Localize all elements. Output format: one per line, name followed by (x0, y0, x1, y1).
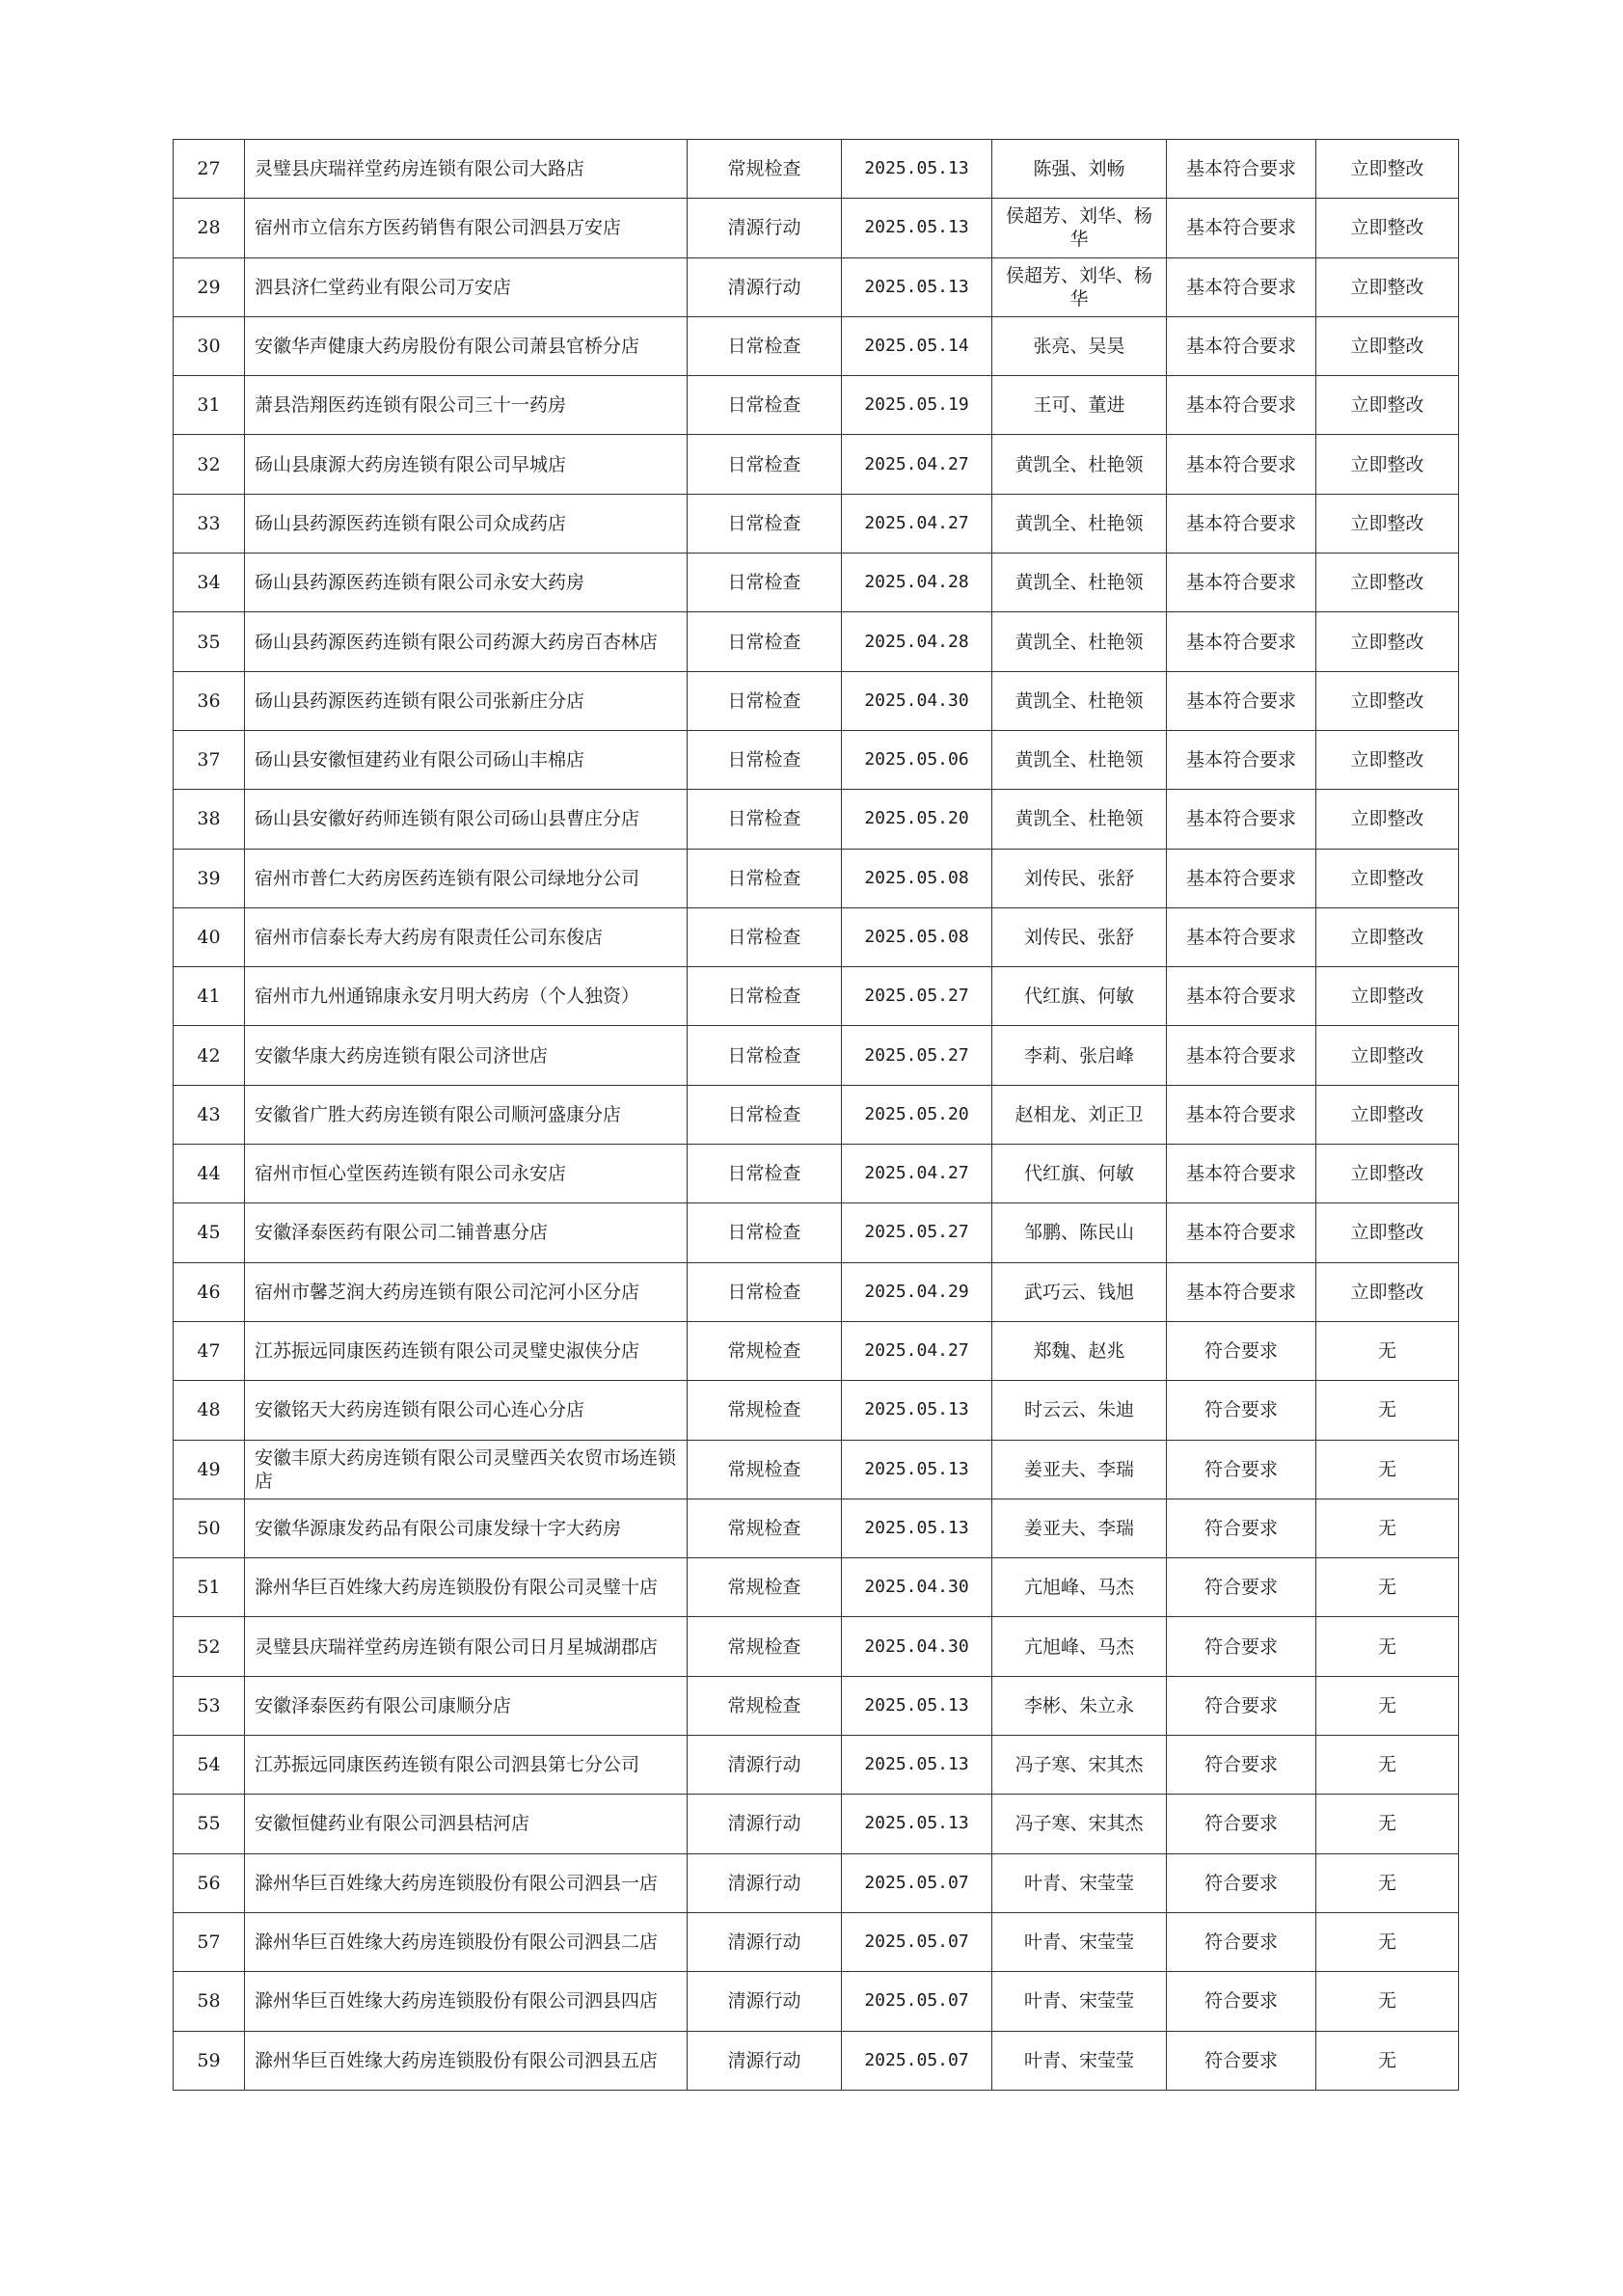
inspection-date-cell: 2025.05.27 (842, 1203, 992, 1262)
inspection-result-cell: 基本符合要求 (1167, 257, 1316, 316)
inspection-type-cell: 日常检查 (688, 612, 842, 671)
pharmacy-name-cell: 滁州华巨百姓缘大药房连锁股份有限公司泗县二店 (245, 1912, 688, 1971)
pharmacy-name-cell: 安徽泽泰医药有限公司康顺分店 (245, 1676, 688, 1735)
rectification-action-cell: 无 (1316, 1853, 1459, 1912)
inspection-result-cell: 符合要求 (1167, 1321, 1316, 1380)
table-row (174, 2031, 1459, 2090)
rectification-action-cell: 立即整改 (1316, 967, 1459, 1026)
row-number-cell: 56 (174, 1853, 245, 1912)
row-number-cell: 59 (174, 2031, 245, 2090)
rectification-action-cell: 立即整改 (1316, 671, 1459, 730)
inspection-date-cell: 2025.05.13 (842, 140, 992, 199)
inspectors-cell: 叶青、宋莹莹 (992, 1912, 1167, 1971)
rectification-action-cell: 无 (1316, 1676, 1459, 1735)
pharmacy-name-cell: 滁州华巨百姓缘大药房连锁股份有限公司灵璧十店 (245, 1558, 688, 1617)
rectification-action-cell: 无 (1316, 1912, 1459, 1971)
inspection-table (173, 139, 1459, 2091)
row-number-cell: 50 (174, 1499, 245, 1557)
inspection-type-cell: 日常检查 (688, 907, 842, 966)
inspection-date-cell: 2025.05.19 (842, 376, 992, 435)
inspection-type-cell: 清源行动 (688, 1972, 842, 2031)
inspection-type-cell: 常规检查 (688, 1558, 842, 1617)
pharmacy-name-cell: 宿州市立信东方医药销售有限公司泗县万安店 (245, 199, 688, 257)
inspection-date-cell: 2025.04.27 (842, 494, 992, 553)
table-row (174, 1026, 1459, 1085)
inspection-type-cell: 常规检查 (688, 1321, 842, 1380)
rectification-action-cell: 立即整改 (1316, 199, 1459, 257)
row-number-cell: 45 (174, 1203, 245, 1262)
inspectors-cell: 黄凯全、杜艳领 (992, 671, 1167, 730)
pharmacy-name-cell: 砀山县药源医药连锁有限公司张新庄分店 (245, 671, 688, 730)
inspection-date-cell: 2025.04.27 (842, 1145, 992, 1203)
inspectors-cell: 王可、董进 (992, 376, 1167, 435)
table-row (174, 1262, 1459, 1321)
rectification-action-cell: 立即整改 (1316, 1262, 1459, 1321)
inspection-type-cell: 日常检查 (688, 730, 842, 789)
inspectors-cell: 时云云、朱迪 (992, 1381, 1167, 1440)
pharmacy-name-cell: 安徽华声健康大药房股份有限公司萧县官桥分店 (245, 316, 688, 375)
inspectors-cell: 叶青、宋莹莹 (992, 1853, 1167, 1912)
inspection-date-cell: 2025.04.28 (842, 612, 992, 671)
rectification-action-cell: 立即整改 (1316, 376, 1459, 435)
pharmacy-name-cell: 滁州华巨百姓缘大药房连锁股份有限公司泗县一店 (245, 1853, 688, 1912)
rectification-action-cell: 立即整改 (1316, 1145, 1459, 1203)
table-row (174, 1736, 1459, 1795)
pharmacy-name-cell: 砀山县安徽恒建药业有限公司砀山丰棉店 (245, 730, 688, 789)
inspection-date-cell: 2025.05.07 (842, 1972, 992, 2031)
table-row (174, 257, 1459, 316)
pharmacy-name-cell: 砀山县安徽好药师连锁有限公司砀山县曹庄分店 (245, 790, 688, 849)
inspection-type-cell: 日常检查 (688, 849, 842, 907)
inspection-date-cell: 2025.04.30 (842, 1617, 992, 1676)
inspection-date-cell: 2025.05.13 (842, 1381, 992, 1440)
inspection-type-cell: 日常检查 (688, 494, 842, 553)
inspection-date-cell: 2025.05.07 (842, 1853, 992, 1912)
inspectors-cell: 亢旭峰、马杰 (992, 1617, 1167, 1676)
row-number-cell: 27 (174, 140, 245, 199)
pharmacy-name-cell: 砀山县康源大药房连锁有限公司早城店 (245, 435, 688, 494)
row-number-cell: 33 (174, 494, 245, 553)
inspection-date-cell: 2025.05.06 (842, 730, 992, 789)
inspection-date-cell: 2025.05.14 (842, 316, 992, 375)
inspection-type-cell: 清源行动 (688, 199, 842, 257)
inspection-result-cell: 基本符合要求 (1167, 554, 1316, 612)
inspectors-cell: 张亮、吴昊 (992, 316, 1167, 375)
inspection-result-cell: 基本符合要求 (1167, 849, 1316, 907)
row-number-cell: 42 (174, 1026, 245, 1085)
inspection-type-cell: 常规检查 (688, 1440, 842, 1499)
inspection-result-cell: 符合要求 (1167, 1499, 1316, 1557)
inspection-result-cell: 符合要求 (1167, 1676, 1316, 1735)
table-row (174, 1617, 1459, 1676)
row-number-cell: 57 (174, 1912, 245, 1971)
table-row (174, 849, 1459, 907)
pharmacy-name-cell: 砀山县药源医药连锁有限公司永安大药房 (245, 554, 688, 612)
inspection-result-cell: 符合要求 (1167, 1558, 1316, 1617)
pharmacy-name-cell: 宿州市九州通锦康永安月明大药房（个人独资） (245, 967, 688, 1026)
rectification-action-cell: 立即整改 (1316, 790, 1459, 849)
inspectors-cell: 刘传民、张舒 (992, 907, 1167, 966)
row-number-cell: 29 (174, 257, 245, 316)
inspectors-cell: 代红旗、何敏 (992, 967, 1167, 1026)
row-number-cell: 46 (174, 1262, 245, 1321)
inspection-result-cell: 基本符合要求 (1167, 612, 1316, 671)
inspection-type-cell: 日常检查 (688, 1203, 842, 1262)
inspection-date-cell: 2025.04.27 (842, 435, 992, 494)
inspectors-cell: 邹鹏、陈民山 (992, 1203, 1167, 1262)
inspection-type-cell: 日常检查 (688, 376, 842, 435)
rectification-action-cell: 立即整改 (1316, 435, 1459, 494)
inspection-result-cell: 基本符合要求 (1167, 1203, 1316, 1262)
table-row (174, 1912, 1459, 1971)
inspection-result-cell: 基本符合要求 (1167, 1026, 1316, 1085)
row-number-cell: 36 (174, 671, 245, 730)
inspection-date-cell: 2025.04.28 (842, 554, 992, 612)
inspection-date-cell: 2025.05.13 (842, 1499, 992, 1557)
pharmacy-name-cell: 安徽华源康发药品有限公司康发绿十字大药房 (245, 1499, 688, 1557)
inspection-date-cell: 2025.04.29 (842, 1262, 992, 1321)
row-number-cell: 41 (174, 967, 245, 1026)
rectification-action-cell: 立即整改 (1316, 554, 1459, 612)
pharmacy-name-cell: 安徽铭天大药房连锁有限公司心连心分店 (245, 1381, 688, 1440)
inspection-result-cell: 基本符合要求 (1167, 907, 1316, 966)
pharmacy-name-cell: 安徽省广胜大药房连锁有限公司顺河盛康分店 (245, 1085, 688, 1144)
inspectors-cell: 侯超芳、刘华、杨华 (992, 257, 1167, 316)
row-number-cell: 55 (174, 1795, 245, 1853)
table-row (174, 199, 1459, 257)
inspection-date-cell: 2025.04.30 (842, 1558, 992, 1617)
table-row (174, 1440, 1459, 1499)
table-row (174, 790, 1459, 849)
inspection-result-cell: 基本符合要求 (1167, 671, 1316, 730)
rectification-action-cell: 立即整改 (1316, 1026, 1459, 1085)
pharmacy-name-cell: 砀山县药源医药连锁有限公司众成药店 (245, 494, 688, 553)
inspectors-cell: 黄凯全、杜艳领 (992, 730, 1167, 789)
table-row (174, 1203, 1459, 1262)
row-number-cell: 38 (174, 790, 245, 849)
table-row (174, 140, 1459, 199)
table-row (174, 435, 1459, 494)
table-row (174, 671, 1459, 730)
pharmacy-name-cell: 宿州市恒心堂医药连锁有限公司永安店 (245, 1145, 688, 1203)
rectification-action-cell: 无 (1316, 1321, 1459, 1380)
pharmacy-name-cell: 安徽华康大药房连锁有限公司济世店 (245, 1026, 688, 1085)
inspectors-cell: 姜亚夫、李瑞 (992, 1440, 1167, 1499)
pharmacy-name-cell: 安徽泽泰医药有限公司二铺普惠分店 (245, 1203, 688, 1262)
inspection-date-cell: 2025.05.13 (842, 1795, 992, 1853)
inspection-date-cell: 2025.05.07 (842, 1912, 992, 1971)
row-number-cell: 44 (174, 1145, 245, 1203)
inspectors-cell: 姜亚夫、李瑞 (992, 1499, 1167, 1557)
inspection-date-cell: 2025.05.13 (842, 257, 992, 316)
inspectors-cell: 亢旭峰、马杰 (992, 1558, 1167, 1617)
inspection-date-cell: 2025.05.13 (842, 1676, 992, 1735)
table-row (174, 1321, 1459, 1380)
inspectors-cell: 侯超芳、刘华、杨华 (992, 199, 1167, 257)
inspectors-cell: 刘传民、张舒 (992, 849, 1167, 907)
row-number-cell: 28 (174, 199, 245, 257)
inspection-type-cell: 清源行动 (688, 257, 842, 316)
pharmacy-name-cell: 安徽丰原大药房连锁有限公司灵璧西关农贸市场连锁店 (245, 1440, 688, 1499)
inspection-date-cell: 2025.05.27 (842, 1026, 992, 1085)
inspectors-cell: 赵相龙、刘正卫 (992, 1085, 1167, 1144)
inspection-date-cell: 2025.05.13 (842, 1440, 992, 1499)
inspection-type-cell: 日常检查 (688, 1145, 842, 1203)
pharmacy-name-cell: 砀山县药源医药连锁有限公司药源大药房百杏林店 (245, 612, 688, 671)
row-number-cell: 31 (174, 376, 245, 435)
inspection-result-cell: 符合要求 (1167, 2031, 1316, 2090)
inspection-date-cell: 2025.05.27 (842, 967, 992, 1026)
pharmacy-name-cell: 滁州华巨百姓缘大药房连锁股份有限公司泗县五店 (245, 2031, 688, 2090)
inspection-result-cell: 基本符合要求 (1167, 1262, 1316, 1321)
table-row (174, 1499, 1459, 1557)
inspectors-cell: 叶青、宋莹莹 (992, 2031, 1167, 2090)
inspection-date-cell: 2025.05.07 (842, 2031, 992, 2090)
pharmacy-name-cell: 江苏振远同康医药连锁有限公司灵璧史淑侠分店 (245, 1321, 688, 1380)
inspection-result-cell: 基本符合要求 (1167, 376, 1316, 435)
rectification-action-cell: 立即整改 (1316, 1085, 1459, 1144)
pharmacy-name-cell: 宿州市普仁大药房医药连锁有限公司绿地分公司 (245, 849, 688, 907)
row-number-cell: 51 (174, 1558, 245, 1617)
inspectors-cell: 冯子寒、宋其杰 (992, 1795, 1167, 1853)
pharmacy-name-cell: 宿州市馨芝润大药房连锁有限公司沱河小区分店 (245, 1262, 688, 1321)
inspection-result-cell: 符合要求 (1167, 1912, 1316, 1971)
table-row (174, 1853, 1459, 1912)
inspection-date-cell: 2025.05.13 (842, 1736, 992, 1795)
inspection-date-cell: 2025.04.27 (842, 1321, 992, 1380)
inspection-type-cell: 日常检查 (688, 1262, 842, 1321)
row-number-cell: 35 (174, 612, 245, 671)
inspection-result-cell: 符合要求 (1167, 1736, 1316, 1795)
inspection-type-cell: 清源行动 (688, 1795, 842, 1853)
table-row (174, 612, 1459, 671)
inspection-result-cell: 基本符合要求 (1167, 790, 1316, 849)
table-row (174, 1676, 1459, 1735)
table-row (174, 1558, 1459, 1617)
pharmacy-name-cell: 安徽恒健药业有限公司泗县桔河店 (245, 1795, 688, 1853)
table-row (174, 376, 1459, 435)
inspection-type-cell: 常规检查 (688, 1381, 842, 1440)
row-number-cell: 49 (174, 1440, 245, 1499)
rectification-action-cell: 无 (1316, 1499, 1459, 1557)
inspectors-cell: 冯子寒、宋其杰 (992, 1736, 1167, 1795)
table-row (174, 967, 1459, 1026)
inspection-table-body (174, 140, 1459, 2091)
inspection-result-cell: 基本符合要求 (1167, 316, 1316, 375)
rectification-action-cell: 立即整改 (1316, 257, 1459, 316)
table-row (174, 316, 1459, 375)
row-number-cell: 30 (174, 316, 245, 375)
inspection-type-cell: 日常检查 (688, 1026, 842, 1085)
inspection-type-cell: 常规检查 (688, 1499, 842, 1557)
pharmacy-name-cell: 灵璧县庆瑞祥堂药房连锁有限公司日月星城湖郡店 (245, 1617, 688, 1676)
row-number-cell: 47 (174, 1321, 245, 1380)
inspectors-cell: 李莉、张启峰 (992, 1026, 1167, 1085)
rectification-action-cell: 无 (1316, 1617, 1459, 1676)
row-number-cell: 40 (174, 907, 245, 966)
inspectors-cell: 黄凯全、杜艳领 (992, 612, 1167, 671)
inspection-date-cell: 2025.05.08 (842, 849, 992, 907)
pharmacy-name-cell: 江苏振远同康医药连锁有限公司泗县第七分公司 (245, 1736, 688, 1795)
inspection-date-cell: 2025.05.13 (842, 199, 992, 257)
inspection-type-cell: 日常检查 (688, 316, 842, 375)
rectification-action-cell: 立即整改 (1316, 730, 1459, 789)
inspection-result-cell: 符合要求 (1167, 1617, 1316, 1676)
rectification-action-cell: 无 (1316, 1736, 1459, 1795)
rectification-action-cell: 无 (1316, 1440, 1459, 1499)
rectification-action-cell: 无 (1316, 1381, 1459, 1440)
inspectors-cell: 武巧云、钱旭 (992, 1262, 1167, 1321)
inspection-type-cell: 清源行动 (688, 1912, 842, 1971)
inspection-date-cell: 2025.05.20 (842, 790, 992, 849)
row-number-cell: 37 (174, 730, 245, 789)
inspection-type-cell: 清源行动 (688, 1853, 842, 1912)
row-number-cell: 52 (174, 1617, 245, 1676)
inspection-result-cell: 基本符合要求 (1167, 967, 1316, 1026)
row-number-cell: 48 (174, 1381, 245, 1440)
inspection-result-cell: 基本符合要求 (1167, 1145, 1316, 1203)
inspection-type-cell: 清源行动 (688, 2031, 842, 2090)
inspection-result-cell: 基本符合要求 (1167, 199, 1316, 257)
pharmacy-name-cell: 滁州华巨百姓缘大药房连锁股份有限公司泗县四店 (245, 1972, 688, 2031)
table-row (174, 1795, 1459, 1853)
pharmacy-name-cell: 灵璧县庆瑞祥堂药房连锁有限公司大路店 (245, 140, 688, 199)
table-row (174, 554, 1459, 612)
rectification-action-cell: 无 (1316, 1558, 1459, 1617)
inspection-date-cell: 2025.05.20 (842, 1085, 992, 1144)
inspection-result-cell: 基本符合要求 (1167, 140, 1316, 199)
inspection-result-cell: 基本符合要求 (1167, 730, 1316, 789)
inspection-type-cell: 日常检查 (688, 554, 842, 612)
rectification-action-cell: 立即整改 (1316, 612, 1459, 671)
inspectors-cell: 黄凯全、杜艳领 (992, 494, 1167, 553)
inspection-result-cell: 基本符合要求 (1167, 1085, 1316, 1144)
table-row (174, 1145, 1459, 1203)
row-number-cell: 34 (174, 554, 245, 612)
inspection-type-cell: 日常检查 (688, 790, 842, 849)
table-row (174, 1085, 1459, 1144)
rectification-action-cell: 立即整改 (1316, 316, 1459, 375)
pharmacy-name-cell: 宿州市信泰长寿大药房有限责任公司东俊店 (245, 907, 688, 966)
table-row (174, 1381, 1459, 1440)
inspectors-cell: 代红旗、何敏 (992, 1145, 1167, 1203)
row-number-cell: 32 (174, 435, 245, 494)
rectification-action-cell: 无 (1316, 2031, 1459, 2090)
table-row (174, 730, 1459, 789)
inspectors-cell: 郑魏、赵兆 (992, 1321, 1167, 1380)
inspection-type-cell: 常规检查 (688, 1676, 842, 1735)
row-number-cell: 58 (174, 1972, 245, 2031)
inspection-type-cell: 清源行动 (688, 1736, 842, 1795)
rectification-action-cell: 无 (1316, 1972, 1459, 2031)
table-row (174, 907, 1459, 966)
inspectors-cell: 黄凯全、杜艳领 (992, 435, 1167, 494)
row-number-cell: 53 (174, 1676, 245, 1735)
table-row (174, 1972, 1459, 2031)
inspection-type-cell: 常规检查 (688, 140, 842, 199)
inspectors-cell: 叶青、宋莹莹 (992, 1972, 1167, 2031)
inspection-result-cell: 符合要求 (1167, 1381, 1316, 1440)
inspection-type-cell: 常规检查 (688, 1617, 842, 1676)
inspectors-cell: 陈强、刘畅 (992, 140, 1167, 199)
inspectors-cell: 李彬、朱立永 (992, 1676, 1167, 1735)
inspection-type-cell: 日常检查 (688, 1085, 842, 1144)
rectification-action-cell: 立即整改 (1316, 907, 1459, 966)
inspection-result-cell: 符合要求 (1167, 1853, 1316, 1912)
inspection-date-cell: 2025.04.30 (842, 671, 992, 730)
inspection-type-cell: 日常检查 (688, 671, 842, 730)
rectification-action-cell: 立即整改 (1316, 849, 1459, 907)
inspection-result-cell: 符合要求 (1167, 1972, 1316, 2031)
row-number-cell: 43 (174, 1085, 245, 1144)
pharmacy-name-cell: 萧县浩翔医药连锁有限公司三十一药房 (245, 376, 688, 435)
rectification-action-cell: 立即整改 (1316, 140, 1459, 199)
inspection-type-cell: 日常检查 (688, 967, 842, 1026)
row-number-cell: 54 (174, 1736, 245, 1795)
rectification-action-cell: 无 (1316, 1795, 1459, 1853)
pharmacy-name-cell: 泗县济仁堂药业有限公司万安店 (245, 257, 688, 316)
inspectors-cell: 黄凯全、杜艳领 (992, 554, 1167, 612)
table-row (174, 494, 1459, 553)
inspection-result-cell: 符合要求 (1167, 1440, 1316, 1499)
inspection-type-cell: 日常检查 (688, 435, 842, 494)
inspection-result-cell: 符合要求 (1167, 1795, 1316, 1853)
inspection-result-cell: 基本符合要求 (1167, 435, 1316, 494)
inspection-result-cell: 基本符合要求 (1167, 494, 1316, 553)
rectification-action-cell: 立即整改 (1316, 1203, 1459, 1262)
inspection-date-cell: 2025.05.08 (842, 907, 992, 966)
inspectors-cell: 黄凯全、杜艳领 (992, 790, 1167, 849)
rectification-action-cell: 立即整改 (1316, 494, 1459, 553)
row-number-cell: 39 (174, 849, 245, 907)
